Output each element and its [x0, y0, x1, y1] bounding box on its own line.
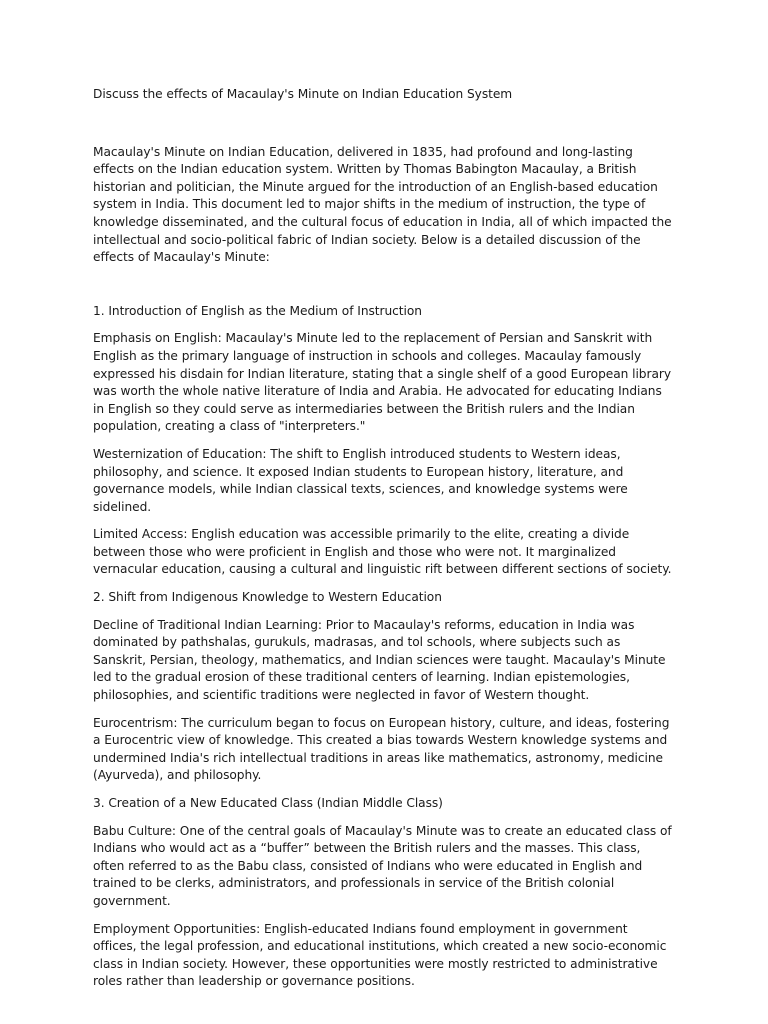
- section-2-paragraph-1: Decline of Traditional Indian Learning: Prior to Macaulay's reforms, education in India was dominated by pathshalas, gurukuls, madrasas, and tol schools, where subjects such as Sanskrit, Persian, theology, mathematics, and Indian sciences were taught. Macaulay's Minute led to the gradual erosion of these traditional centers of learning. Indian epistemologies, philosophies, and scientific traditions were neglected in favor of Western thought.: [93, 617, 666, 703]
- section-heading-2: 2. Shift from Indigenous Knowledge to Western Education: [93, 590, 442, 605]
- section-heading-3: 3. Creation of a New Educated Class (Indian Middle Class): [93, 796, 443, 810]
- section-2-paragraph-2: Eurocentrism: The curriculum began to focus on European history, culture, and ideas, fostering a Eurocentric view of knowledge. This created a bias towards Western knowledge systems and undermined India's rich intellectual traditions in areas like mathematics, astronomy, medicine (Ayurveda), and philosophy.: [93, 715, 670, 783]
- section-3-paragraph-1: Babu Culture: One of the central goals of Macaulay's Minute was to create an educated class of Indians who would act as a “buffer” between the British rulers and the masses. This class, often referred to as the Babu class, consisted of Indians who were educated in English and trained to be clerks, administrators, and professionals in service of the British colonial government.: [93, 823, 672, 908]
- section-1-paragraph-2: Westernization of Education: The shift to English introduced students to Western ideas, philosophy, and science. It exposed Indian students to European history, literature, and governance models, while Indian classical texts, sciences, and knowledge systems were sidelined.: [93, 446, 628, 514]
- section-1-paragraph-1: Emphasis on English: Macaulay's Minute led to the replacement of Persian and Sanskrit with English as the primary language of instruction in schools and colleges. Macaulay famously expressed his disdain for Indian literature, stating that a single shelf of a good European library was worth the whole native literature of India and Arabia. He advocated for educating Indians in English so they could serve as intermediaries between the British rulers and the Indian population, creating a class of "interpreters.": [93, 331, 671, 434]
- section-heading-1: 1. Introduction of English as the Medium of Instruction: [93, 303, 422, 318]
- document-title: Discuss the effects of Macaulay's Minute on Indian Education System: [93, 87, 513, 101]
- section-3-paragraph-2: Employment Opportunities: English-educated Indians found employment in government offices, the legal profession, and educational institutions, which created a new socio-economic class in Indian society. However, these opportunities were mostly restricted to administrative roles rather than leadership or governance positions.: [93, 921, 667, 989]
- section-1-paragraph-3: Limited Access: English education was accessible primarily to the elite, creating a divide between those who were proficient in English and those who were not. It marginalized vernacular education, causing a cultural and linguistic rift between different sections of society.: [93, 527, 672, 577]
- intro-paragraph: Macaulay's Minute on Indian Education, delivered in 1835, had profound and long-lasting effects on the Indian education system. Written by Thomas Babington Macaulay, a British historian and politician, the Minute argued for the introduction of an English-based education system in India. This document led to major shifts in the medium of instruction, the type of knowledge disseminated, and the cultural focus of education in India, all of which impacted the intellectual and socio-political fabric of Indian society. Below is a detailed discussion of the effects of Macaulay's Minute:: [93, 144, 672, 265]
- document-page: [93, 86, 673, 991]
